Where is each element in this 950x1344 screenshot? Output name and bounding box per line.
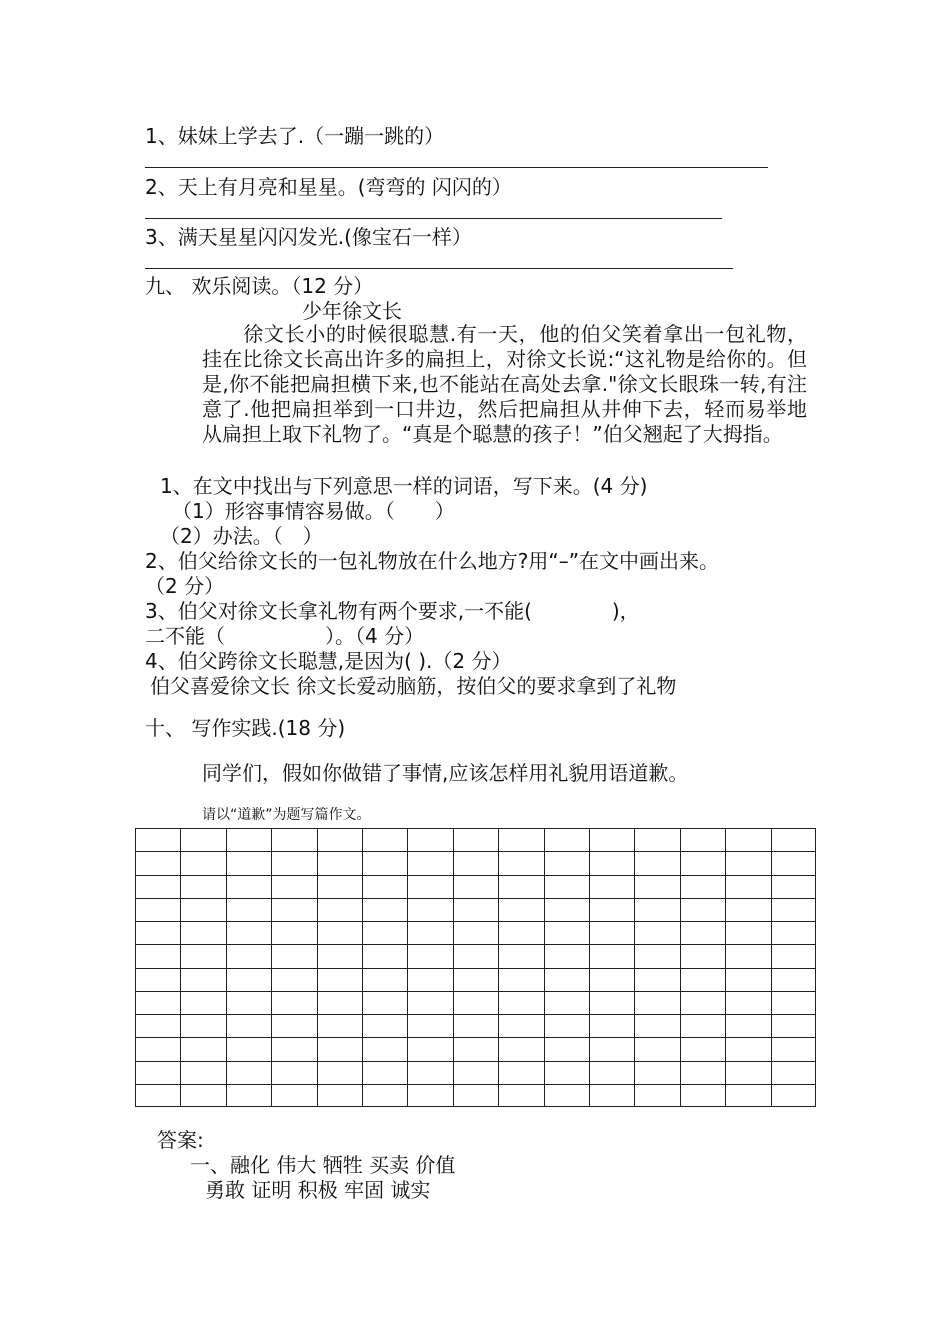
answers-line-2: 勇敢 证明 积极 牢固 诚实 (205, 1178, 431, 1202)
q9-sub-4: 4、伯父跨徐文长聪慧,是因为( ).（2 分） (145, 649, 512, 673)
section-9-heading: 九、 欢乐阅读。（12 分） (145, 274, 374, 298)
q9-sub-1a: （1）形容事情容易做。（ ） (172, 499, 455, 523)
q8-item-3: 3、满天星星闪闪发光.(像宝石一样） (145, 225, 472, 249)
q8-item-2: 2、天上有月亮和星星。(弯弯的 闪闪的） (145, 175, 512, 199)
q9-sub-4-options: 伯父喜爱徐文长 徐文长爱动脑筋，按伯父的要求拿到了礼物 (150, 674, 677, 698)
reading-passage (202, 322, 807, 447)
q9-sub-2: 2、伯父给徐文长的一包礼物放在什么地方?用“–”在文中画出来。 (145, 549, 720, 573)
writing-prompt: 同学们，假如你做错了事情,应该怎样用礼貌用语道歉。 (202, 761, 689, 785)
q9-sub-3b: 二不能（ ）。（4 分） (145, 624, 425, 648)
grid-border (136, 829, 816, 1107)
answer-line-1 (145, 167, 768, 168)
answer-line-2 (145, 218, 722, 219)
q9-sub-2-score: （2 分） (145, 574, 225, 598)
answers-label: 答案: (157, 1128, 204, 1152)
section-10-heading: 十、 写作实践.(18 分) (145, 716, 346, 740)
writing-instruction: 请以“道歉”为题写篇作文。 (202, 807, 371, 823)
q8-item-1: 1、妹妹上学去了.（一蹦一跳的） (145, 124, 445, 148)
q9-sub-1: 1、在文中找出与下列意思一样的词语，写下来。(4 分) (160, 474, 648, 498)
composition-grid[interactable] (135, 828, 816, 1107)
passage-text: 徐文长小的时候很聪慧.有一天，他的伯父笑着拿出一包礼物，挂在比徐文长高出许多的扁担上，对徐文长说:“这礼物是给你的。但是,你不能把扁担横下来,也不能站在高处去拿."徐文长眼珠一转,有注意了.他把扁担举到一口井边，然后把扁担从井伸下去，轻而易举地从扁担上取下礼物了。“真是个聪慧的孩子！”伯父翘起了大拇指。 (202, 322, 807, 446)
answer-line-3 (145, 268, 733, 269)
q9-sub-3a: 3、伯父对徐文长拿礼物有两个要求,一不能( )， (145, 599, 640, 623)
q9-sub-1b: （2）办法。（ ） (160, 524, 323, 548)
passage-title: 少年徐文长 (302, 299, 402, 323)
answers-line-1: 一、融化 伟大 牺牲 买卖 价值 (190, 1153, 456, 1177)
